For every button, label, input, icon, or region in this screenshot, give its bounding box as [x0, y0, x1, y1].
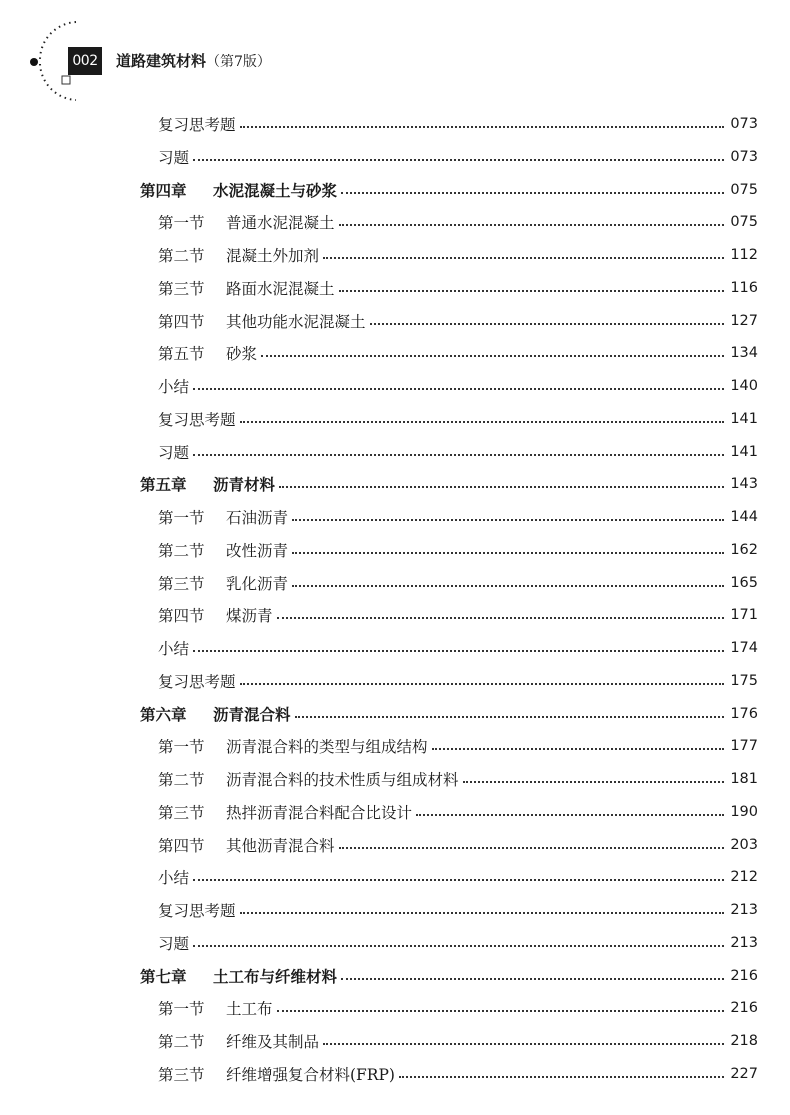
toc-entry-page: 212 [730, 869, 758, 886]
toc-entry-number: 第三节 [158, 1065, 205, 1084]
toc-entry-title: 热拌沥青混合料配合比设计 [226, 803, 413, 822]
dot-leader [339, 224, 724, 226]
toc-entry-page: 141 [730, 443, 758, 460]
toc-entry-title: 土工布 [226, 1000, 273, 1019]
toc-entry-section[interactable] [158, 763, 758, 795]
toc-label [158, 506, 288, 528]
toc-entry-title: 习题 [158, 443, 190, 462]
toc-entry-title: 复习思考题 [158, 116, 236, 134]
toc-entry-page: 213 [730, 934, 758, 951]
toc-entry-page: 141 [730, 410, 758, 427]
toc-entry-chapter[interactable] [140, 698, 758, 730]
toc-entry-title: 砂浆 [226, 345, 258, 364]
toc-entry-title: 小结 [158, 869, 190, 888]
toc-label [158, 768, 459, 790]
toc-entry-section[interactable] [158, 1058, 758, 1090]
toc-entry-section[interactable] [158, 796, 758, 828]
dot-leader [292, 552, 724, 554]
toc-entry-page: 134 [730, 345, 758, 362]
dot-leader [323, 257, 724, 259]
toc-entry-section[interactable] [158, 829, 758, 861]
toc-entry-misc[interactable] [158, 665, 758, 697]
toc-entry-page: 075 [730, 181, 758, 198]
toc-entry-misc[interactable] [158, 403, 758, 435]
toc-entry-number: 第六章 [140, 704, 187, 724]
toc-entry-section[interactable] [158, 534, 758, 566]
toc-entry-title: 复习思考题 [158, 902, 236, 920]
toc-entry-number: 第二节 [158, 1033, 205, 1051]
toc-label [140, 703, 291, 725]
toc-entry-page: 073 [730, 148, 758, 165]
toc-entry-page: 218 [730, 1033, 758, 1049]
toc-entry-page: 112 [730, 247, 758, 263]
toc-label [158, 277, 335, 299]
toc-entry-title: 其他功能水泥混凝土 [226, 312, 366, 331]
toc-label [158, 932, 189, 954]
dot-leader [399, 1076, 724, 1078]
toc-entry-number: 第二节 [158, 541, 205, 560]
toc-entry-title: 乳化沥青 [226, 574, 289, 593]
toc-entry-number: 第四章 [140, 180, 187, 200]
dot-leader [432, 748, 724, 750]
toc-entry-page: 176 [730, 705, 758, 722]
toc-entry-misc[interactable] [158, 894, 758, 926]
toc-entry-number: 第三节 [158, 574, 205, 593]
toc-entry-section[interactable] [158, 337, 758, 369]
toc-entry-page: 162 [730, 541, 758, 558]
toc-entry-section[interactable] [158, 206, 758, 238]
toc-entry-page: 174 [730, 640, 758, 656]
toc-entry-title: 沥青混合料的类型与组成结构 [226, 738, 428, 757]
toc-entry-chapter[interactable] [140, 960, 758, 992]
toc-entry-section[interactable] [158, 567, 758, 599]
dot-leader [292, 519, 724, 521]
toc-entry-chapter[interactable] [140, 468, 758, 500]
toc-entry-section[interactable] [158, 1025, 758, 1057]
toc-label [158, 801, 412, 823]
toc-label [158, 1030, 319, 1052]
toc-entry-title: 复习思考题 [158, 672, 236, 691]
toc-entry-title: 水泥混凝土与砂浆 [213, 180, 338, 200]
dot-leader [339, 290, 724, 292]
dot-leader [339, 847, 724, 849]
toc-label [158, 572, 288, 594]
toc-entry-number: 第四节 [158, 607, 205, 626]
book-title: 道路建筑材料 [116, 52, 207, 70]
toc-entry-number: 第三节 [158, 279, 205, 298]
toc-entry-number: 第四节 [158, 312, 205, 331]
toc-label [158, 735, 428, 757]
toc-entry-title: 纤维增强复合材料(FRP) [226, 1065, 395, 1084]
toc-entry-title: 土工布与纤维材料 [213, 966, 338, 986]
toc-entry-page: 213 [730, 902, 758, 918]
toc-entry-page: 165 [730, 574, 758, 591]
toc-entry-title: 复习思考题 [158, 410, 236, 429]
toc-entry-page: 216 [730, 967, 758, 984]
toc-entry-section[interactable] [158, 305, 758, 337]
toc-entry-number: 第七章 [140, 966, 187, 986]
toc-label [158, 604, 273, 626]
dot-leader [341, 978, 724, 980]
page-number: 002 [68, 47, 102, 75]
toc-label [158, 244, 319, 266]
toc-entry-title: 沥青混合料 [213, 704, 291, 724]
toc-label [158, 866, 189, 888]
toc-entry-misc[interactable] [158, 861, 758, 893]
toc-label [158, 670, 236, 692]
dot-leader [341, 192, 724, 194]
toc-label [158, 997, 273, 1019]
toc-label [158, 834, 335, 856]
toc-entry-title: 其他沥青混合料 [226, 836, 335, 855]
toc-label [140, 473, 275, 495]
toc-label [158, 342, 257, 364]
toc-entry-misc[interactable] [158, 141, 758, 173]
toc-entry-page: 181 [730, 771, 758, 787]
toc-entry-number: 第一节 [158, 738, 205, 757]
toc-entry-number: 第二节 [158, 771, 205, 789]
toc-entry-page: 127 [730, 312, 758, 329]
dot-leader [323, 1043, 724, 1045]
toc-entry-page: 143 [730, 476, 758, 493]
toc-entry-page: 175 [730, 672, 758, 689]
toc-entry-page: 227 [730, 1065, 758, 1082]
toc-entry-section[interactable] [158, 730, 758, 762]
toc-label [158, 375, 189, 397]
toc-entry-title: 小结 [158, 640, 190, 658]
dot-leader [292, 585, 724, 587]
toc-entry-title: 沥青混合料的技术性质与组成材料 [226, 771, 459, 789]
toc-entry-misc[interactable] [158, 436, 758, 468]
toc-entry-number: 第三节 [158, 803, 205, 822]
toc-label [158, 539, 288, 561]
toc-entry-page: 075 [730, 214, 758, 231]
toc-entry-title: 煤沥青 [226, 607, 273, 626]
toc-entry-page: 203 [730, 836, 758, 853]
toc-entry-number: 第五节 [158, 345, 205, 364]
dot-leader [463, 781, 724, 783]
toc-label [158, 1063, 395, 1085]
toc-entry-page: 073 [730, 116, 758, 132]
dot-leader [416, 814, 724, 816]
toc-entry-title: 混凝土外加剂 [226, 247, 320, 265]
toc-entry-misc[interactable] [158, 632, 758, 664]
toc-entry-number: 第一节 [158, 509, 205, 527]
toc-label [158, 146, 189, 168]
running-title [116, 50, 271, 73]
dot-leader [193, 388, 724, 390]
dot-leader [240, 421, 724, 423]
toc-entry-number: 第二节 [158, 247, 205, 265]
toc-entry-page: 116 [730, 279, 758, 296]
toc-entry-misc[interactable] [158, 108, 758, 140]
toc-entry-section[interactable] [158, 599, 758, 631]
toc-entry-number: 第四节 [158, 836, 205, 855]
toc-entry-title: 习题 [158, 934, 190, 953]
toc-label [158, 310, 366, 332]
toc-label [158, 211, 335, 233]
toc-entry-misc[interactable] [158, 927, 758, 959]
toc-label [158, 637, 189, 659]
toc-entry-number: 第一节 [158, 1000, 205, 1019]
toc-entry-misc[interactable] [158, 370, 758, 402]
toc-entry-title: 石油沥青 [226, 509, 289, 527]
toc-entry-title: 习题 [158, 148, 190, 167]
book-edition: （第7版） [206, 54, 271, 70]
toc-entry-page: 171 [730, 607, 758, 624]
dot-leader [193, 650, 724, 652]
dot-leader [240, 683, 724, 685]
toc-label [158, 441, 189, 463]
toc-label [158, 899, 236, 921]
dot-leader [277, 617, 724, 619]
dot-leader [193, 454, 724, 456]
toc-label [158, 408, 236, 430]
dot-leader [193, 945, 724, 947]
toc-entry-title: 小结 [158, 378, 190, 396]
toc-entry-title: 纤维及其制品 [226, 1033, 320, 1051]
toc-entry-page: 190 [730, 803, 758, 820]
dot-leader [261, 355, 724, 357]
dot-leader [277, 1010, 724, 1012]
toc-label [140, 965, 337, 987]
toc-entry-section[interactable] [158, 272, 758, 304]
dot-leader [295, 716, 724, 718]
dot-leader [279, 486, 724, 488]
toc-entry-page: 144 [730, 509, 758, 525]
toc-entry-title: 改性沥青 [226, 541, 289, 560]
toc-entry-title: 路面水泥混凝土 [226, 279, 335, 298]
dot-leader [370, 323, 724, 325]
dot-leader [240, 912, 724, 914]
toc-entry-section[interactable] [158, 501, 758, 533]
toc-entry-section[interactable] [158, 992, 758, 1024]
toc-label [140, 179, 337, 201]
toc-entry-title: 普通水泥混凝土 [226, 214, 335, 233]
toc-entry-number: 第一节 [158, 214, 205, 233]
toc-entry-section[interactable] [158, 239, 758, 271]
toc-entry-chapter[interactable] [140, 174, 758, 206]
toc-entry-page: 216 [730, 1000, 758, 1017]
toc-entry-page: 177 [730, 738, 758, 755]
toc-entry-number: 第五章 [140, 475, 187, 495]
toc-entry-title: 沥青材料 [213, 475, 276, 495]
toc-entry-page: 140 [730, 378, 758, 394]
dot-leader [193, 159, 724, 161]
dot-leader [193, 879, 724, 881]
toc-label [158, 113, 236, 135]
dot-leader [240, 126, 724, 128]
